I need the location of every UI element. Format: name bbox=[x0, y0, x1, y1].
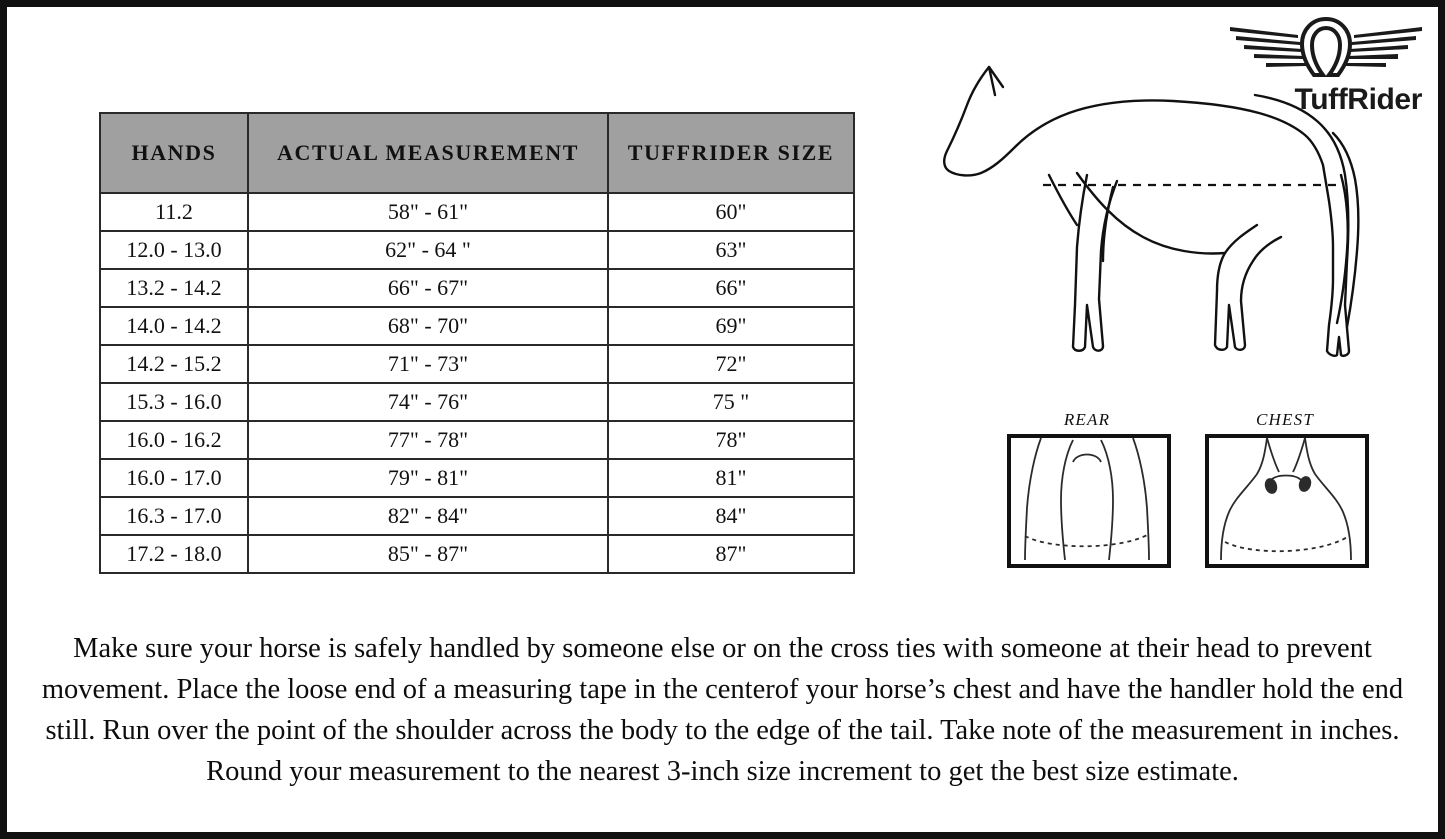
cell-actual: 74" - 76" bbox=[248, 383, 608, 421]
column-header-tuffrider-size: TUFFRIDER SIZE bbox=[608, 113, 854, 193]
cell-size: 75 " bbox=[608, 383, 854, 421]
cell-size: 72" bbox=[608, 345, 854, 383]
cell-hands: 16.0 - 17.0 bbox=[100, 459, 248, 497]
cell-hands: 11.2 bbox=[100, 193, 248, 231]
table-row bbox=[100, 383, 854, 421]
table-row bbox=[100, 421, 854, 459]
horse-side-outline-icon bbox=[937, 55, 1377, 405]
cell-actual: 62" - 64 " bbox=[248, 231, 608, 269]
cell-size: 84" bbox=[608, 497, 854, 535]
detail-chest bbox=[1205, 410, 1365, 568]
cell-hands: 14.0 - 14.2 bbox=[100, 307, 248, 345]
cell-actual: 82" - 84" bbox=[248, 497, 608, 535]
table-row bbox=[100, 269, 854, 307]
cell-actual: 79" - 81" bbox=[248, 459, 608, 497]
instructions-text: Make sure your horse is safely handled by someone else or on the cross ties with someone at their head to prevent movement. Place the loose end of a measuring tape in the centerof your horse’s chest and have the handler hold the end still. Run over the point of the shoulder across the body to the edge of the tail. Take note of the measurement in inches. Round your measurement to the nearest 3-inch size increment to get the best size estimate. bbox=[41, 632, 1404, 787]
cell-hands: 17.2 - 18.0 bbox=[100, 535, 248, 573]
table-row bbox=[100, 459, 854, 497]
detail-views bbox=[999, 410, 1429, 570]
cell-hands: 12.0 - 13.0 bbox=[100, 231, 248, 269]
table-row bbox=[100, 497, 854, 535]
cell-hands: 13.2 - 14.2 bbox=[100, 269, 248, 307]
cell-actual: 71" - 73" bbox=[248, 345, 608, 383]
cell-hands: 14.2 - 15.2 bbox=[100, 345, 248, 383]
cell-hands: 15.3 - 16.0 bbox=[100, 383, 248, 421]
table-row bbox=[100, 231, 854, 269]
column-header-hands: HANDS bbox=[100, 113, 248, 193]
column-header-actual-measurement: ACTUAL MEASUREMENT bbox=[248, 113, 608, 193]
size-chart-table bbox=[99, 112, 855, 574]
cell-actual: 77" - 78" bbox=[248, 421, 608, 459]
cell-size: 63" bbox=[608, 231, 854, 269]
detail-rear bbox=[1007, 410, 1167, 568]
cell-actual: 66" - 67" bbox=[248, 269, 608, 307]
cell-actual: 85" - 87" bbox=[248, 535, 608, 573]
cell-actual: 68" - 70" bbox=[248, 307, 608, 345]
cell-size: 66" bbox=[608, 269, 854, 307]
table-row bbox=[100, 345, 854, 383]
measurement-diagram bbox=[937, 55, 1397, 575]
table-row bbox=[100, 307, 854, 345]
table-row bbox=[100, 535, 854, 573]
cell-size: 69" bbox=[608, 307, 854, 345]
horse-chest-outline-icon bbox=[1205, 434, 1369, 568]
detail-chest-caption: CHEST bbox=[1256, 410, 1314, 429]
detail-rear-caption: REAR bbox=[1063, 410, 1111, 429]
cell-size: 78" bbox=[608, 421, 854, 459]
cell-hands: 16.3 - 17.0 bbox=[100, 497, 248, 535]
cell-size: 87" bbox=[608, 535, 854, 573]
cell-size: 60" bbox=[608, 193, 854, 231]
cell-hands: 16.0 - 16.2 bbox=[100, 421, 248, 459]
brand-name: TuffRider bbox=[1294, 83, 1422, 116]
table-row bbox=[100, 193, 854, 231]
cell-actual: 58" - 61" bbox=[248, 193, 608, 231]
horse-rear-outline-icon bbox=[1007, 434, 1171, 568]
table-header-row bbox=[100, 113, 854, 193]
cell-size: 81" bbox=[608, 459, 854, 497]
